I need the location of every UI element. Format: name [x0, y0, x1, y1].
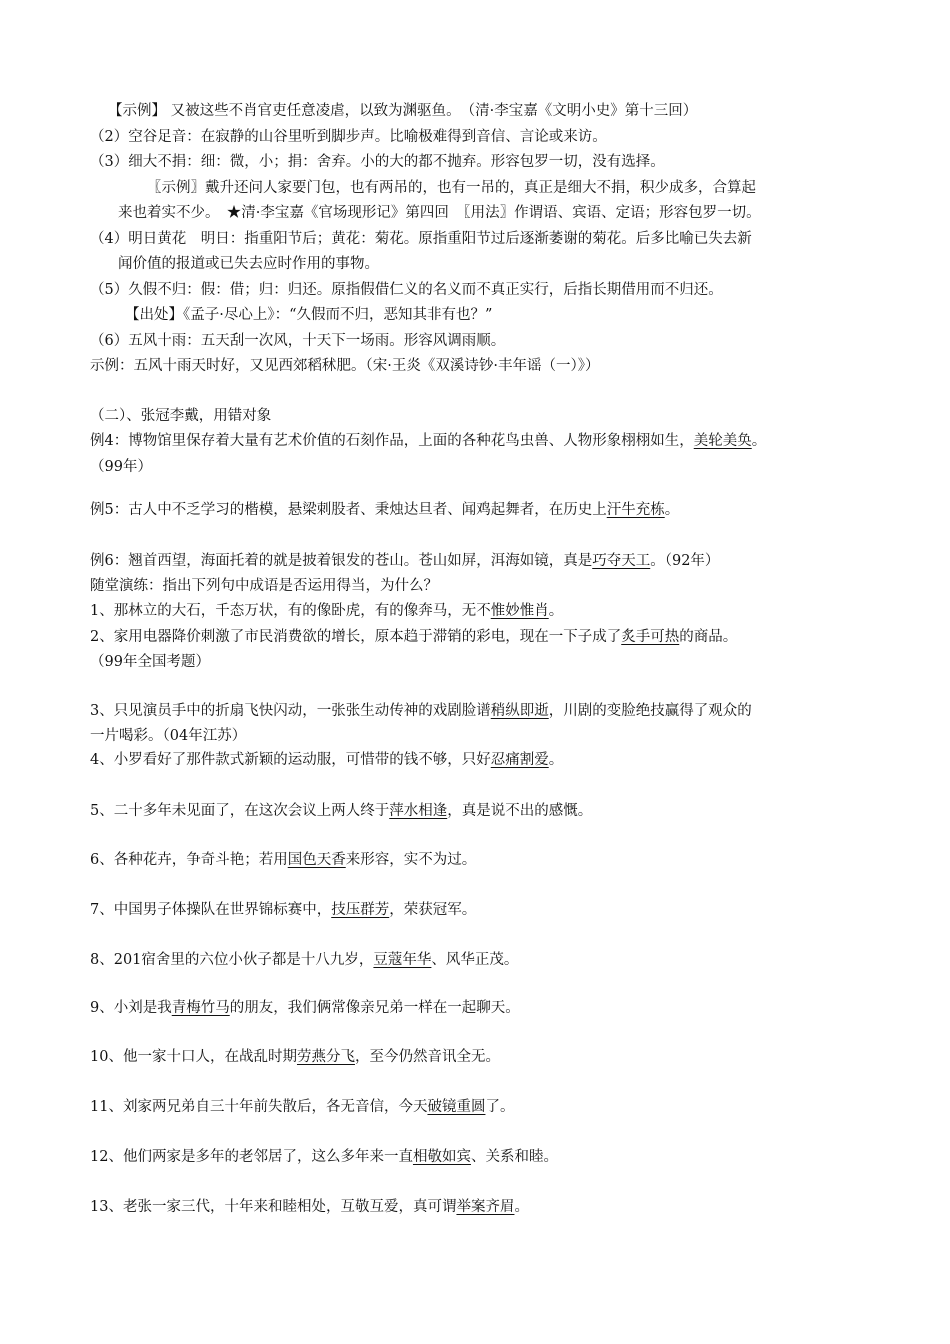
question-11-idiom: 破镜重圆 [427, 1099, 486, 1115]
question-6-end: 来形容，实不为过。 [345, 852, 477, 868]
question-1 [90, 601, 563, 621]
idiom-4-definition: （4）明日黄花 明日：指重阳节后；黄花：菊花。原指重阳节过后逐渐萎谢的菊花。后多比喻已失去新 [90, 231, 752, 247]
question-9-end: 的朋友，我们俩常像亲兄弟一样在一起聊天。 [229, 1000, 520, 1016]
question-8-text: 8、201宿舍里的六位小伙子都是十八九岁， [90, 952, 374, 968]
example-5-end: 。 [664, 502, 680, 518]
question-2-source: （99年全国考题） [90, 654, 210, 670]
question-2 [90, 627, 737, 647]
idiom-5-definition: （5）久假不归：假：借；归：归还。原指假借仁义的名义而不真正实行，后指长期借用而不归还。 [90, 282, 723, 298]
example-line-3b: 来也着实不少。 ★清·李宝嘉《官场现形记》第四回 〖用法〗作谓语、宾语、定语；形容包罗一切。 [118, 205, 761, 221]
question-5-idiom: 萍水相逢 [389, 803, 448, 819]
question-3-text: 3、只见演员手中的折扇飞快闪动，一张张生动传神的戏剧脸谱 [90, 703, 491, 719]
question-5-end: ，真是说不出的感慨。 [447, 803, 593, 819]
question-6 [90, 850, 476, 870]
question-6-text: 6、各种花卉，争奇斗艳；若用 [90, 852, 288, 868]
question-11-end: 了。 [485, 1099, 515, 1115]
question-8-idiom: 豆蔻年华 [373, 952, 432, 968]
question-13-end: 。 [514, 1199, 529, 1215]
question-10-text: 10、他一家十口人，在战乱时期 [90, 1049, 297, 1065]
example-4-end: 。 [751, 433, 767, 449]
question-10 [90, 1047, 500, 1067]
question-11-text: 11、刘家两兄弟自三十年前失散后，各无音信，今天 [90, 1099, 428, 1115]
question-5-text: 5、二十多年未见面了，在这次会议上两人终于 [90, 803, 390, 819]
question-5 [90, 801, 592, 821]
question-10-idiom: 劳燕分飞 [296, 1049, 355, 1065]
question-7 [90, 900, 476, 920]
example-4 [90, 431, 766, 451]
question-1-idiom: 惟妙惟肖 [490, 603, 549, 619]
example-6-text: 例6：翘首西望，海面托着的就是披着银发的苍山。苍山如屏，洱海如镜，真是 [90, 553, 593, 569]
question-7-end: ，荣获冠军。 [389, 902, 477, 918]
example-4-text: 例4：博物馆里保存着大量有艺术价值的石刻作品，上面的各种花鸟虫兽、人物形象栩栩如生， [90, 433, 694, 449]
question-11 [90, 1097, 514, 1117]
question-13 [90, 1197, 529, 1217]
question-4-end: 。 [548, 752, 564, 768]
question-3-idiom: 稍纵即逝 [490, 703, 549, 719]
example-4-year: （99年） [90, 459, 152, 475]
question-7-idiom: 技压群芳 [331, 902, 390, 918]
example-6-idiom: 巧夺天工 [592, 553, 651, 569]
question-4 [90, 750, 563, 770]
example-line-3a: 〖示例〗戴升还问人家要门包，也有两吊的，也有一吊的，真正是细大不捐，积少成多，合算起 [147, 180, 756, 196]
idiom-3-definition: （3）细大不捐：细：微，小；捐：舍弃。小的大的都不抛弃。形容包罗一切，没有选择。 [90, 154, 665, 170]
question-1-text: 1、那林立的大石，千态万状，有的像卧虎，有的像奔马，无不 [90, 603, 491, 619]
example-line-1: 【示例】 又被这些不肖官吏任意凌虐，以致为渊驱鱼。 （清·李宝嘉《文明小史》第十三回） [108, 103, 698, 119]
question-3-end: ，川剧的变脸绝技赢得了观众的 [548, 703, 752, 719]
question-9 [90, 998, 520, 1018]
example-6-end: 。（92年） [650, 553, 720, 569]
question-13-idiom: 举案齐眉 [456, 1199, 515, 1215]
idiom-5-source: 【出处】《孟子·尽心上》：“久假而不归，恶知其非有也？” [125, 307, 493, 323]
drill-heading: 随堂演练：指出下列句中成语是否运用得当，为什么？ [90, 578, 438, 594]
question-3 [90, 701, 752, 721]
example-6 [90, 551, 719, 571]
example-5-text: 例5：古人中不乏学习的楷模，悬梁刺股者、秉烛达旦者、闻鸡起舞者，在历史上 [90, 502, 607, 518]
idiom-4-definition-cont: 闻价值的报道或已失去应时作用的事物。 [118, 256, 379, 272]
example-5-idiom: 汗牛充栋 [606, 502, 665, 518]
question-13-text: 13、老张一家三代，十年来和睦相处，互敬互爱，真可谓 [90, 1199, 457, 1215]
question-2-idiom: 炙手可热 [621, 629, 680, 645]
question-6-idiom: 国色天香 [287, 852, 346, 868]
question-4-idiom: 忍痛割爱 [490, 752, 549, 768]
idiom-2-definition: （2）空谷足音：在寂静的山谷里听到脚步声。比喻极难得到音信、言论或来访。 [90, 129, 607, 145]
question-4-text: 4、小罗看好了那件款式新颖的运动服，可惜带的钱不够，只好 [90, 752, 491, 768]
question-3-source: 一片喝彩。（04年江苏） [90, 728, 247, 744]
question-8-end: 、风华正茂。 [431, 952, 519, 968]
question-10-end: ，至今仍然音讯全无。 [354, 1049, 500, 1065]
idiom-6-definition: （6）五风十雨：五天刮一次风，十天下一场雨。形容风调雨顺。 [90, 333, 506, 349]
question-2-text: 2、家用电器降价刺激了市民消费欲的增长，原本趋于滞销的彩电，现在一下子成了 [90, 629, 622, 645]
example-5 [90, 500, 679, 520]
question-9-text: 9、小刘是我 [90, 1000, 172, 1016]
question-12-text: 12、他们两家是多年的老邻居了，这么多年来一直 [90, 1149, 413, 1165]
question-12 [90, 1147, 558, 1167]
question-12-end: 、关系和睦。 [470, 1149, 558, 1165]
question-9-idiom: 青梅竹马 [171, 1000, 230, 1016]
question-12-idiom: 相敬如宾 [412, 1149, 471, 1165]
question-1-end: 。 [548, 603, 564, 619]
question-8 [90, 950, 518, 970]
question-7-text: 7、中国男子体操队在世界锦标赛中， [90, 902, 332, 918]
question-2-end: 的商品。 [679, 629, 738, 645]
section-heading: （二）、张冠李戴，用错对象 [90, 408, 272, 424]
example-4-idiom: 美轮美奂 [693, 433, 752, 449]
idiom-6-example: 示例：五风十雨天时好，又见西郊稻秫肥。（宋·王炎《双溪诗钞·丰年谣（一）》） [90, 358, 600, 374]
